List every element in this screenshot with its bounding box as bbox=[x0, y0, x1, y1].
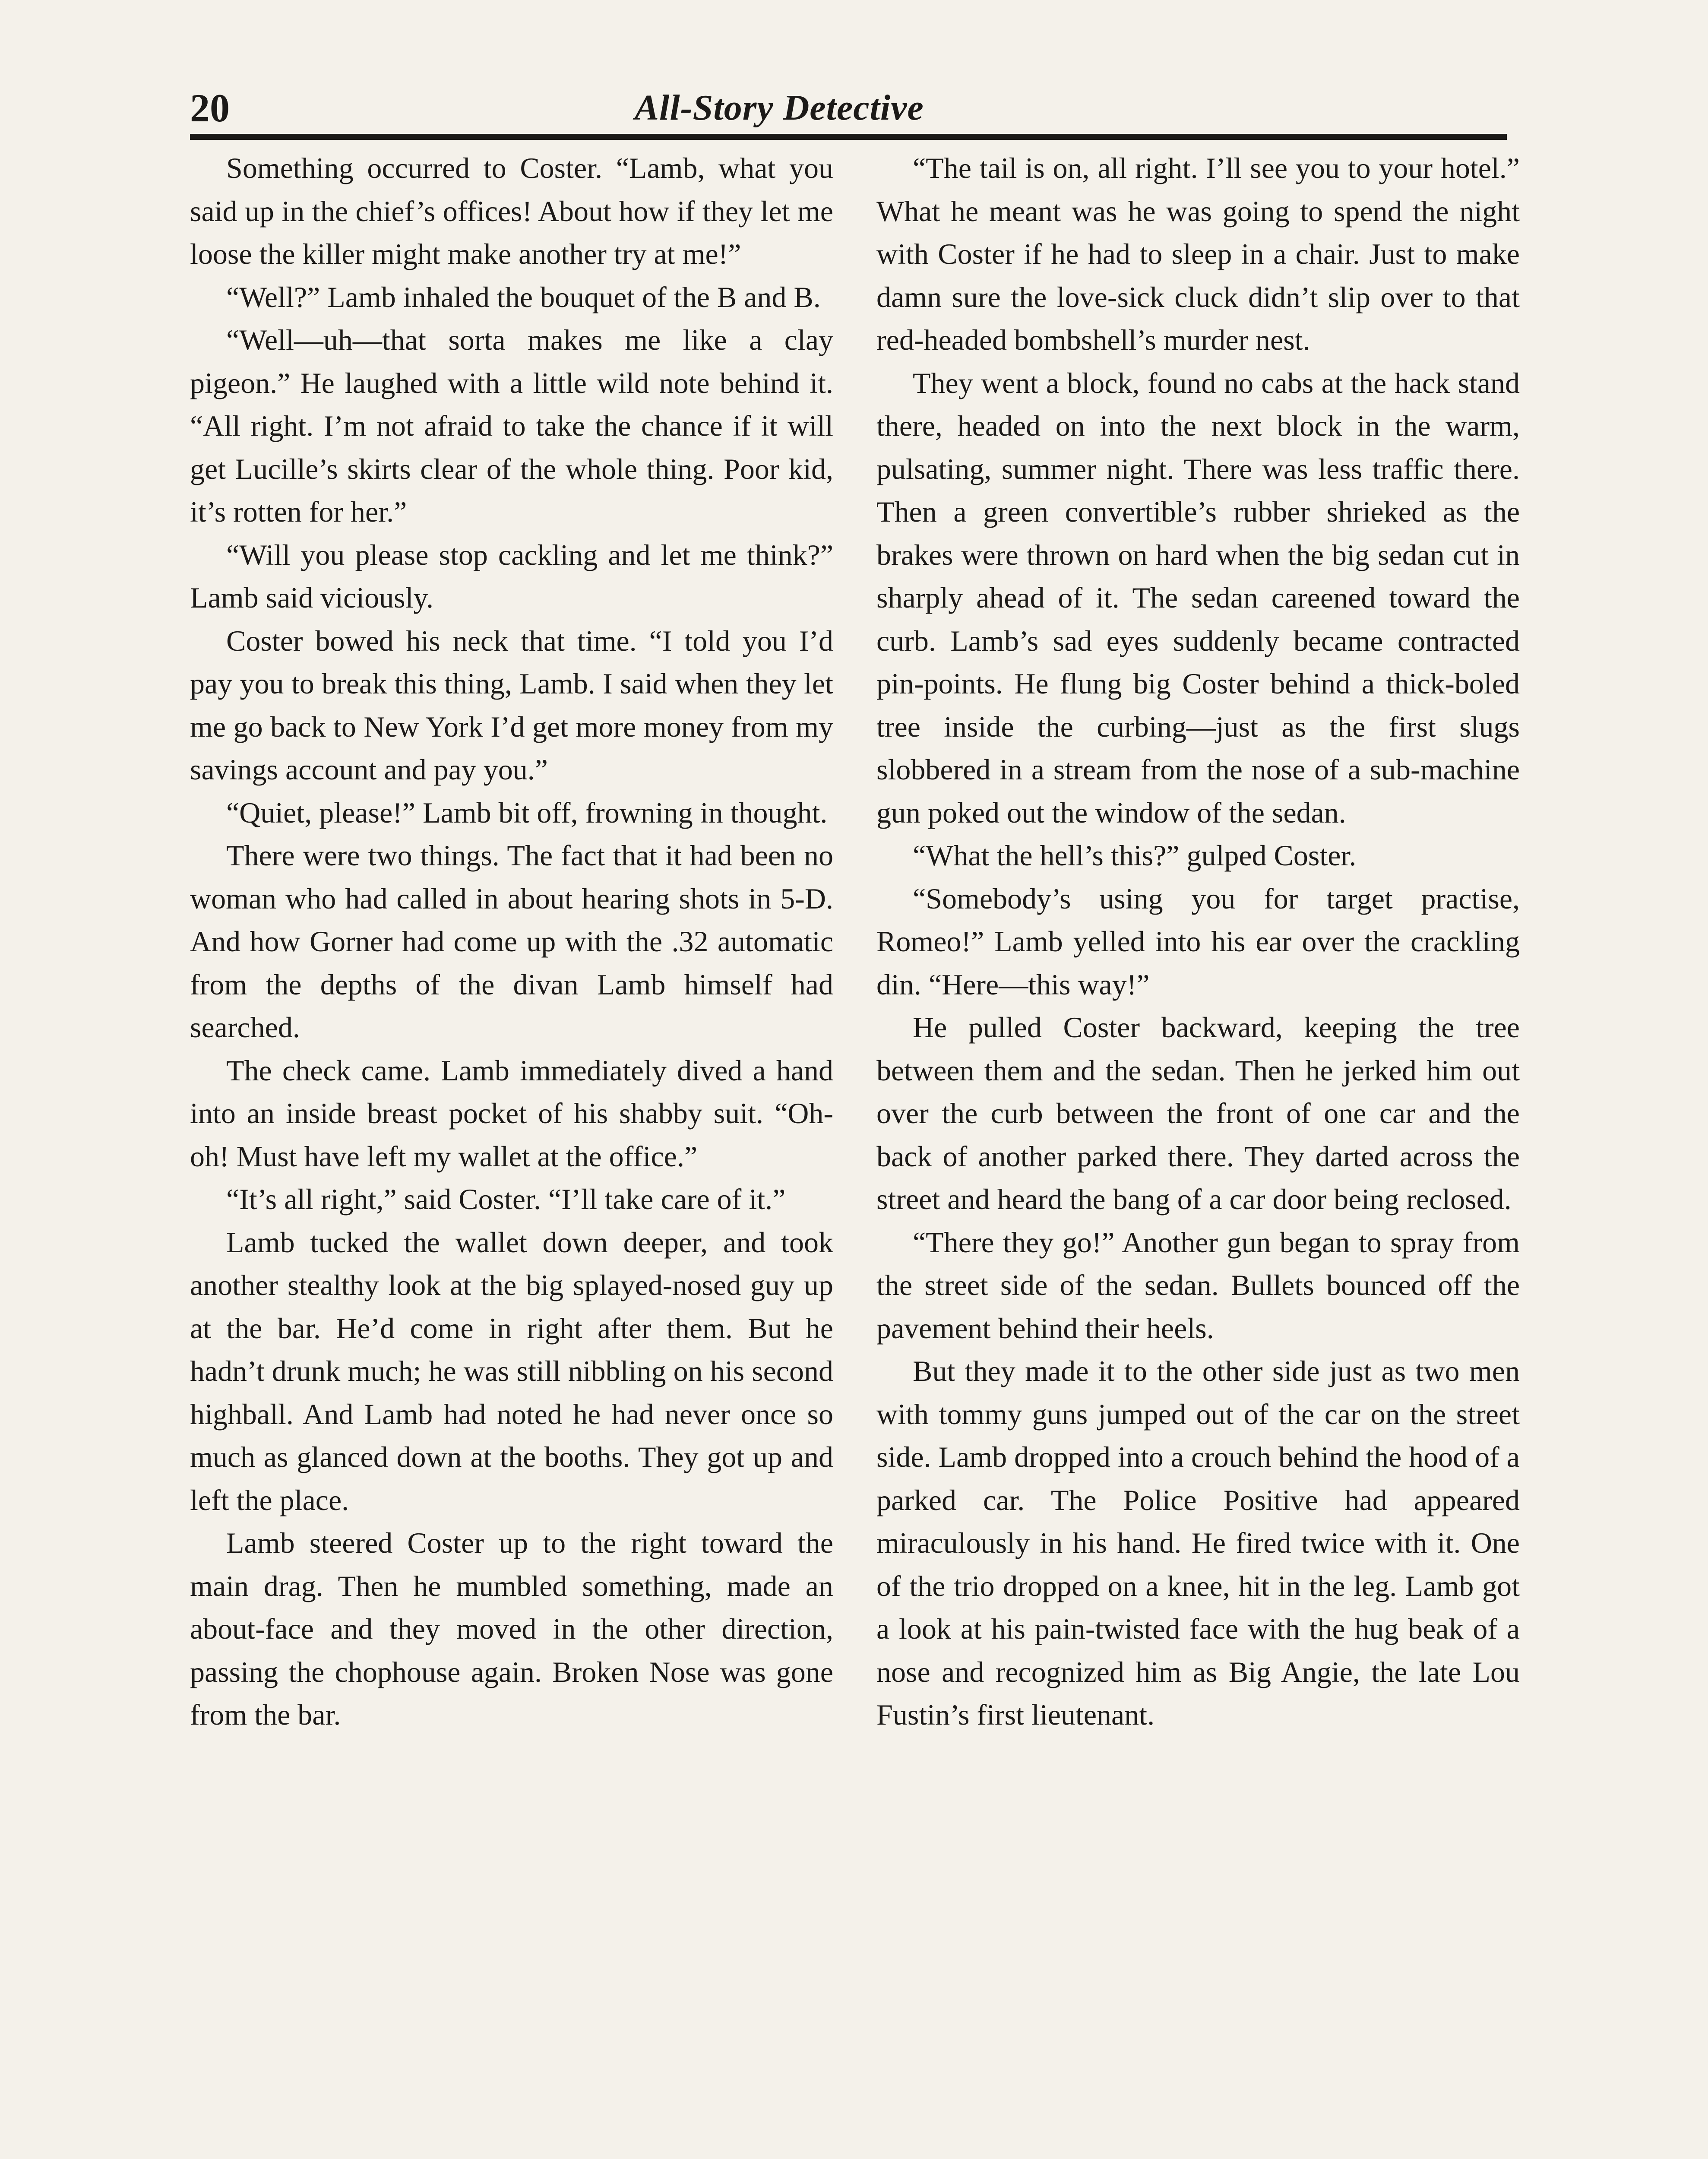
magazine-title: All-Story Detective bbox=[635, 88, 924, 128]
paragraph: “There they go!” Another gun began to spray from the street side of the sedan. Bullets bounced off the pavement behind their heels. bbox=[876, 1225, 1520, 1345]
text-columns bbox=[190, 147, 1520, 2159]
paragraph: “The tail is on, all right. I’ll see you to your hotel.” What he meant was he was going to spend the night with Coster if he had to sleep in a chair. Just to make damn sure the love-sick cluck didn’t slip over to that red-headed bombshell’s murder nest. bbox=[876, 152, 1520, 356]
paragraph: “Quiet, please!” Lamb bit off, frowning in thought. bbox=[226, 796, 828, 829]
page-header bbox=[190, 86, 1507, 130]
page-number: 20 bbox=[190, 86, 230, 130]
paragraph: “Somebody’s using you for target practise, Romeo!” Lamb yelled into his ear over the crackling din. “Here—this way!” bbox=[876, 882, 1520, 1001]
left-column bbox=[190, 147, 833, 2159]
right-column bbox=[876, 147, 1520, 2159]
paragraph: The check came. Lamb immediately dived a hand into an inside breast pocket of his shabby suit. “Oh-oh! Must have left my wallet at the office.” bbox=[190, 1054, 833, 1173]
paragraph: “Well—uh—that sorta makes me like a clay pigeon.” He laughed with a little wild note behind it. “All right. I’m not afraid to take the chance if it will get Lucille’s skirts clear of the whole thing. Poor kid, it’s rotten for her.” bbox=[190, 323, 833, 528]
paragraph: They went a block, found no cabs at the hack stand there, headed on into the next block in the warm, pulsating, summer night. There was less traffic there. Then a green convertible’s rubber shrieked as the brakes were thrown on hard when the big sedan cut in sharply ahead of it. The sedan careened toward the curb. Lamb’s sad eyes suddenly became contracted pin-points. He flung big Coster behind a thick-boled tree inside the curbing—just as the first slugs slobbered in a stream from the nose of a sub-machine gun poked out the window of the sedan. bbox=[876, 366, 1520, 829]
paragraph: He pulled Coster backward, keeping the tree between them and the sedan. Then he jerked him out over the curb between the front of one car and the back of another parked there. They darted across the street and heard the bang of a car door being reclosed. bbox=[876, 1011, 1520, 1216]
header-rule bbox=[190, 134, 1507, 140]
paragraph: “Will you please stop cackling and let me think?” Lamb said viciously. bbox=[190, 538, 833, 614]
paragraph: But they made it to the other side just as two men with tommy guns jumped out of the car on the street side. Lamb dropped into a crouch behind the hood of a parked car. The Police Positive had appeared miraculously in his hand. He fired twice with it. One of the trio dropped on a knee, hit in the leg. Lamb got a look at his pain-twisted face with the hug beak of a nose and recognized him as Big Angie, the late Lou Fustin’s first lieutenant. bbox=[876, 1355, 1520, 1731]
paragraph: “Well?” Lamb inhaled the bouquet of the B and B. bbox=[226, 280, 821, 313]
paragraph: Lamb tucked the wallet down deeper, and took another stealthy look at the big splayed-nosed guy up at the bar. He’d come in right after them. But he hadn’t drunk much; he was still nibbling on his second highball. And Lamb had noted he had never once so much as glanced down at the booths. They got up and left the place. bbox=[190, 1225, 833, 1516]
paragraph: Coster bowed his neck that time. “I told you I’d pay you to break this thing, Lamb. I said when they let me go back to New York I’d get more money from my savings account and pay you.” bbox=[190, 624, 833, 786]
paragraph: “It’s all right,” said Coster. “I’ll take care of it.” bbox=[226, 1183, 786, 1216]
paragraph: There were two things. The fact that it had been no woman who had called in about hearing shots in 5-D. And how Gorner had come up with the .32 automatic from the depths of the divan Lamb himself had searched. bbox=[190, 839, 833, 1044]
paragraph: Something occurred to Coster. “Lamb, what you said up in the chief’s offices! About how if they let me loose the killer might make another try at me!” bbox=[190, 152, 833, 270]
paragraph: Lamb steered Coster up to the right toward the main drag. Then he mumbled something, made an about-face and they moved in the other direction, passing the chophouse again. Broken Nose was gone from the bar. bbox=[190, 1526, 833, 1731]
paragraph: “What the hell’s this?” gulped Coster. bbox=[913, 839, 1357, 872]
